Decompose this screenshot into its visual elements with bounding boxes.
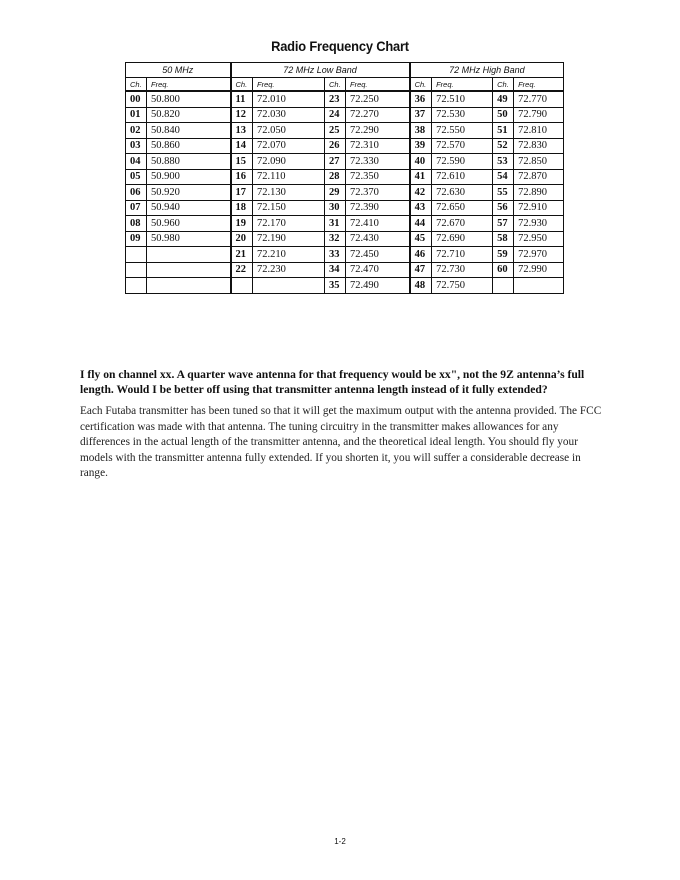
frequency-cell: 72.830 [514,138,564,154]
band-header-row [126,63,564,78]
frequency-cell: 72.230 [253,262,325,278]
frequency-cell: 72.310 [346,138,410,154]
channel-cell: 31 [325,216,346,232]
frequency-cell: 50.940 [147,200,231,216]
channel-cell: 03 [126,138,147,154]
table-row [126,107,564,123]
frequency-cell: 50.960 [147,216,231,232]
frequency-cell: 72.870 [514,169,564,185]
frequency-cell: 72.090 [253,154,325,170]
channel-cell: 54 [493,169,514,185]
table-row [126,91,564,107]
frequency-cell: 72.710 [432,247,493,263]
channel-cell: 18 [231,200,253,216]
channel-cell: 21 [231,247,253,263]
frequency-cell [147,247,231,263]
channel-cell: 20 [231,231,253,247]
channel-cell: 09 [126,231,147,247]
channel-cell [231,278,253,294]
channel-cell: 06 [126,185,147,201]
column-header-row [126,78,564,92]
channel-cell: 08 [126,216,147,232]
frequency-cell: 72.810 [514,123,564,139]
channel-cell: 52 [493,138,514,154]
col-header-freq: Freq. [147,78,231,92]
faq-answer: Each Futaba transmitter has been tuned so that it will get the maximum output with the antenna provided. The FCC certification was made with that antenna. The tuning circuitry in the transmitter makes allowances for any differences in the actual length of the transmitter antenna, and the theoretical ideal length. You should fly your models with the transmitter antenna fully extended. If you shorten it, you will suffer a considerable decrease in range. [80,405,602,479]
channel-cell: 56 [493,200,514,216]
frequency-cell: 72.570 [432,138,493,154]
frequency-cell: 72.910 [514,200,564,216]
frequency-cell: 72.530 [432,107,493,123]
frequency-cell: 50.980 [147,231,231,247]
channel-cell: 45 [410,231,432,247]
channel-cell: 15 [231,154,253,170]
channel-cell: 50 [493,107,514,123]
table-row [126,185,564,201]
frequency-cell: 72.850 [514,154,564,170]
channel-cell: 00 [126,91,147,107]
frequency-cell: 72.410 [346,216,410,232]
frequency-cell: 72.890 [514,185,564,201]
channel-cell: 39 [410,138,432,154]
channel-cell: 01 [126,107,147,123]
frequency-cell: 72.150 [253,200,325,216]
frequency-cell: 72.510 [432,91,493,107]
frequency-cell: 50.820 [147,107,231,123]
channel-cell: 14 [231,138,253,154]
frequency-cell: 72.470 [346,262,410,278]
frequency-cell: 72.110 [253,169,325,185]
channel-cell: 24 [325,107,346,123]
frequency-cell: 72.330 [346,154,410,170]
channel-cell: 17 [231,185,253,201]
channel-cell: 34 [325,262,346,278]
band-50-header: 50 MHz [126,63,231,78]
channel-cell: 60 [493,262,514,278]
table-row [126,216,564,232]
col-header-freq: Freq. [346,78,410,92]
channel-cell: 19 [231,216,253,232]
channel-cell [126,278,147,294]
channel-cell: 02 [126,123,147,139]
frequency-cell: 50.880 [147,154,231,170]
channel-cell: 51 [493,123,514,139]
table-row [126,138,564,154]
channel-cell: 47 [410,262,432,278]
channel-cell: 57 [493,216,514,232]
channel-cell [126,262,147,278]
table-row [126,123,564,139]
frequency-cell: 72.970 [514,247,564,263]
channel-cell: 58 [493,231,514,247]
table-row [126,247,564,263]
frequency-cell: 72.990 [514,262,564,278]
channel-cell: 37 [410,107,432,123]
channel-cell: 30 [325,200,346,216]
col-header-freq: Freq. [253,78,325,92]
channel-cell: 26 [325,138,346,154]
channel-cell [493,278,514,294]
col-header-ch: Ch. [410,78,432,92]
frequency-cell: 72.430 [346,231,410,247]
channel-cell: 11 [231,91,253,107]
col-header-ch: Ch. [126,78,147,92]
frequency-table [125,62,564,294]
frequency-cell: 72.290 [346,123,410,139]
frequency-cell: 72.210 [253,247,325,263]
table-row [126,154,564,170]
frequency-cell: 50.860 [147,138,231,154]
band-high-header: 72 MHz High Band [410,63,564,78]
channel-cell: 22 [231,262,253,278]
channel-cell: 40 [410,154,432,170]
frequency-cell: 72.050 [253,123,325,139]
frequency-cell: 72.550 [432,123,493,139]
channel-cell: 23 [325,91,346,107]
frequency-cell: 72.450 [346,247,410,263]
channel-cell: 55 [493,185,514,201]
channel-cell: 05 [126,169,147,185]
channel-cell: 41 [410,169,432,185]
frequency-cell: 50.900 [147,169,231,185]
frequency-cell: 72.950 [514,231,564,247]
frequency-cell: 72.930 [514,216,564,232]
frequency-cell: 72.790 [514,107,564,123]
col-header-freq: Freq. [432,78,493,92]
page-number: 1-2 [334,837,346,846]
frequency-cell: 50.840 [147,123,231,139]
channel-cell: 44 [410,216,432,232]
faq-question: I fly on channel xx. A quarter wave antenna for that frequency would be xx", not the 9Z antenna’s full length. Would I be better off using that transmitter antenna length instead of it fully extended? [80,368,585,396]
table-row [126,200,564,216]
frequency-cell: 72.170 [253,216,325,232]
channel-cell: 25 [325,123,346,139]
table-row [126,262,564,278]
frequency-cell: 72.250 [346,91,410,107]
channel-cell: 42 [410,185,432,201]
frequency-cell: 72.010 [253,91,325,107]
frequency-cell: 72.670 [432,216,493,232]
frequency-cell: 72.690 [432,231,493,247]
frequency-cell: 72.030 [253,107,325,123]
frequency-cell: 72.750 [432,278,493,294]
frequency-cell: 72.370 [346,185,410,201]
channel-cell: 33 [325,247,346,263]
channel-cell: 12 [231,107,253,123]
frequency-cell [253,278,325,294]
frequency-cell: 72.270 [346,107,410,123]
frequency-cell: 72.190 [253,231,325,247]
channel-cell: 32 [325,231,346,247]
channel-cell: 04 [126,154,147,170]
channel-cell: 38 [410,123,432,139]
frequency-cell: 72.730 [432,262,493,278]
frequency-cell: 72.070 [253,138,325,154]
frequency-cell: 72.130 [253,185,325,201]
table-row [126,231,564,247]
col-header-ch: Ch. [325,78,346,92]
channel-cell: 07 [126,200,147,216]
channel-cell: 16 [231,169,253,185]
channel-cell: 59 [493,247,514,263]
frequency-cell: 50.800 [147,91,231,107]
table-row [126,169,564,185]
channel-cell [126,247,147,263]
frequency-cell: 72.390 [346,200,410,216]
channel-cell: 53 [493,154,514,170]
col-header-freq: Freq. [514,78,564,92]
chart-title: Radio Frequency Chart [271,38,409,54]
channel-cell: 43 [410,200,432,216]
frequency-cell: 72.650 [432,200,493,216]
band-low-header: 72 MHz Low Band [231,63,410,78]
frequency-cell [147,262,231,278]
frequency-cell: 72.590 [432,154,493,170]
frequency-cell [514,278,564,294]
frequency-cell: 72.490 [346,278,410,294]
table-row [126,278,564,294]
frequency-cell: 72.610 [432,169,493,185]
frequency-cell: 50.920 [147,185,231,201]
col-header-ch: Ch. [493,78,514,92]
col-header-ch: Ch. [231,78,253,92]
frequency-cell: 72.350 [346,169,410,185]
channel-cell: 13 [231,123,253,139]
frequency-cell: 72.630 [432,185,493,201]
channel-cell: 27 [325,154,346,170]
channel-cell: 28 [325,169,346,185]
channel-cell: 36 [410,91,432,107]
channel-cell: 29 [325,185,346,201]
channel-cell: 35 [325,278,346,294]
channel-cell: 49 [493,91,514,107]
frequency-cell: 72.770 [514,91,564,107]
channel-cell: 48 [410,278,432,294]
channel-cell: 46 [410,247,432,263]
frequency-cell [147,278,231,294]
